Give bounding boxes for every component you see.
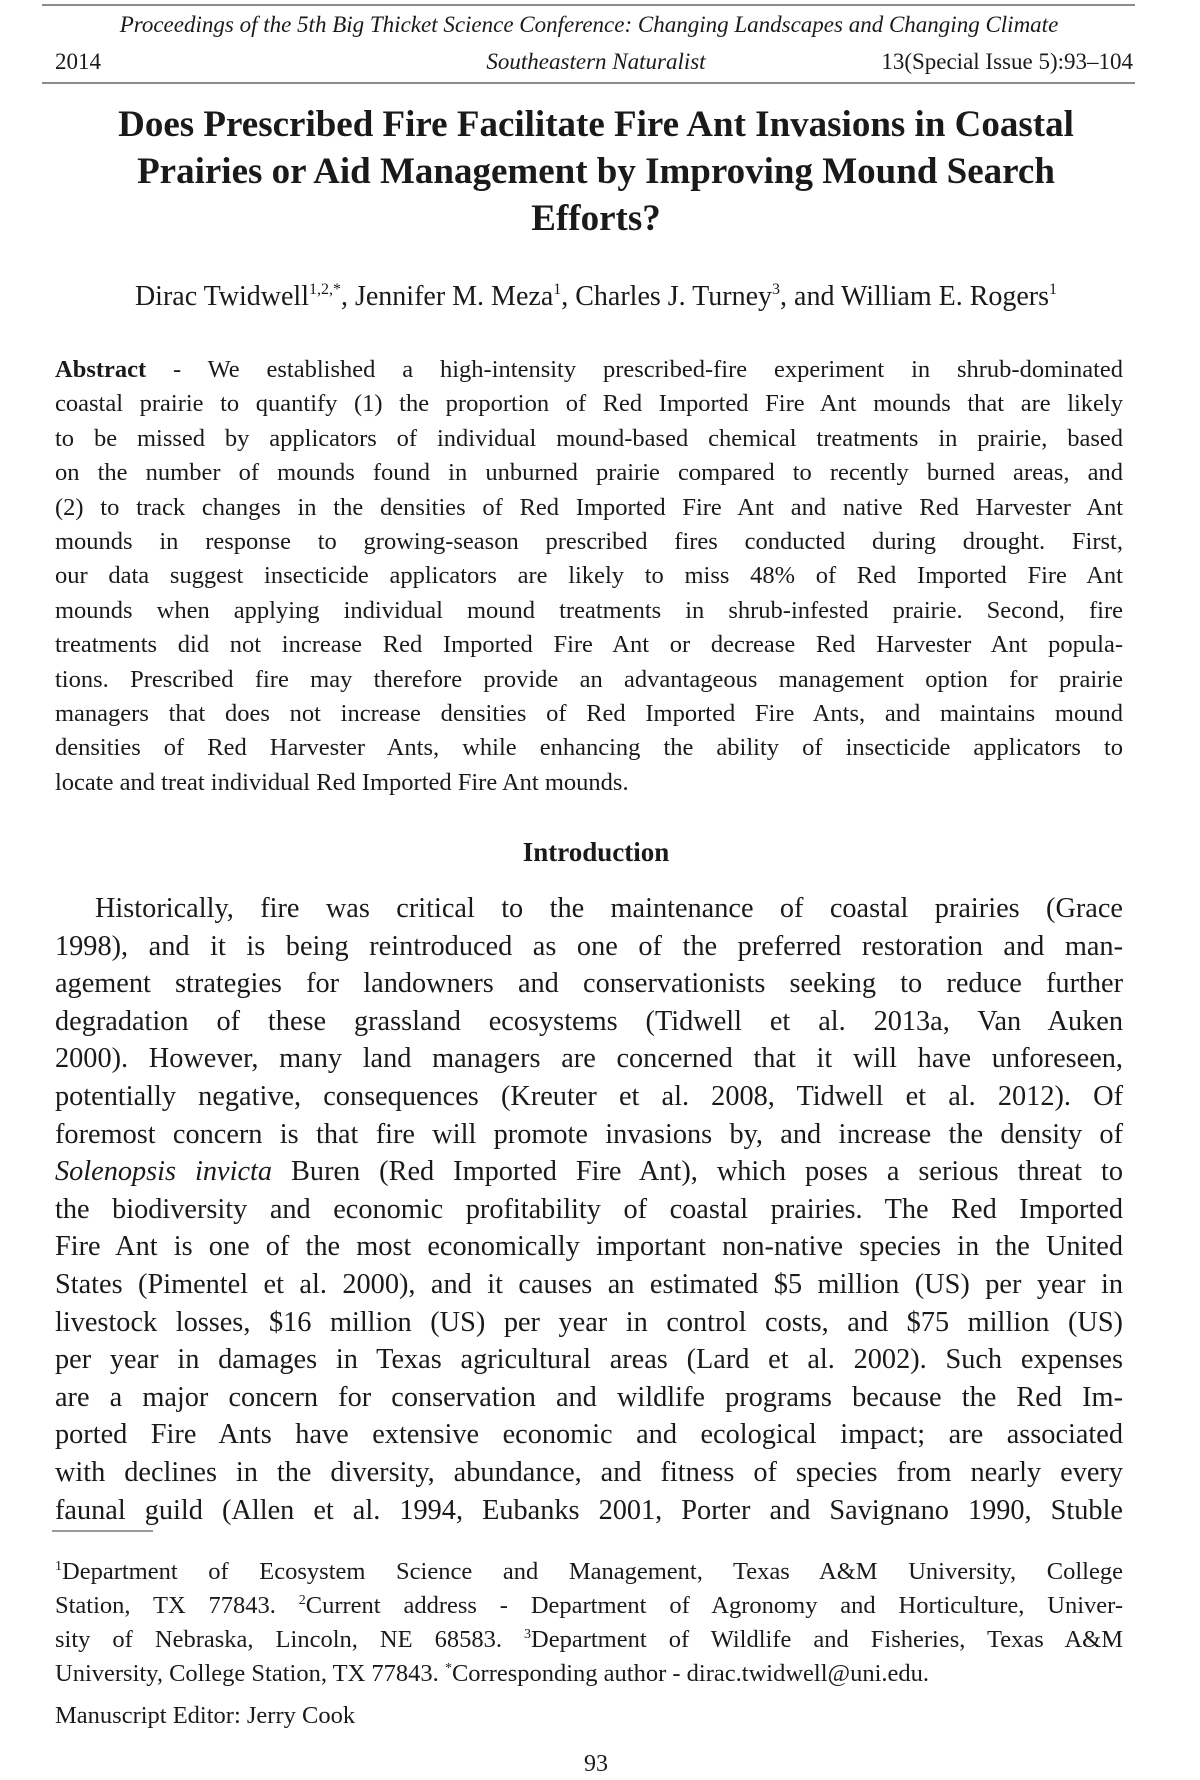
header-bottom-rule [42,82,1135,84]
paragraph-line: potentially negative, consequences (Kreuter et al. 2008, Tidwell et al. 2012). Of [55,1080,1123,1112]
page-number: 93 [584,1751,608,1777]
footnote-marker: * [444,1661,452,1676]
footnote-text: University, College Station, TX 77843. [55,1660,445,1687]
footnote-text: Department of Wildlife and Fisheries, Texas A&M [531,1626,1123,1653]
paragraph-line: agement strategies for landowners and conservationists seeking to reduce further [55,968,1123,1000]
footnote-text: sity of Nebraska, Lincoln, NE 68583. [55,1626,525,1653]
header-top-rule [42,4,1135,6]
footnote-marker: 3 [524,1627,532,1642]
abstract-line: managers that does not increase densities of Red Imported Fire Ants, and maintains mound [55,699,1123,727]
abstract-line: our data suggest insecticide applicators are likely to miss 48% of Red Imported Fire Ant [55,562,1123,590]
paragraph-line: per year in damages in Texas agricultural areas (Lard et al. 2002). Such expenses [55,1344,1123,1376]
title-line: Prairies or Aid Management by Improving Mound Search [137,151,1055,192]
article-title [0,101,1192,242]
abstract-text: We established a high-intensity prescribed-fire experiment in shrub-dominated [207,356,1124,383]
paragraph-line: livestock losses, $16 million (US) per year in control costs, and $75 million (US) [55,1306,1123,1338]
footnote-marker: 2 [298,1593,306,1608]
author-list [0,280,1192,314]
abstract-line: densities of Red Harvester Ants, while enhancing the ability of insecticide applicators to [55,734,1123,762]
journal-name: Southeastern Naturalist [486,49,706,74]
footnote-text: Current address - Department of Agronomy and Horticulture, Univer- [305,1592,1123,1619]
author-name: Dirac Twidwell [134,281,309,312]
title-line: Does Prescribed Fire Facilitate Fire Ant Invasions in Coastal [118,104,1074,145]
paragraph-line: faunal guild (Allen et al. 1994, Eubanks 2001, Porter and Savignano 1990, Stuble [55,1494,1123,1526]
abstract-line: mounds in response to growing-season prescribed fires conducted during drought. First, [55,527,1123,555]
abstract [55,353,1123,800]
paragraph-line [55,1153,1123,1191]
footnote-line [55,1623,1123,1657]
abstract-line [55,353,1123,387]
paragraph-line: Fire Ant is one of the most economically important non-native species in the United [55,1231,1123,1263]
publication-year: 2014 [55,49,101,74]
paragraph-line: are a major concern for conservation and wildlife programs because the Red Im- [55,1381,1123,1413]
abstract-line: (2) to track changes in the densities of Red Imported Fire Ant and native Red Harvester Ant [55,493,1123,521]
abstract-line: coastal prairie to quantify (1) the proportion of Red Imported Fire Ant mounds that are likely [55,390,1123,418]
paragraph-line: foremost concern is that fire will promote invasions by, and increase the density of [55,1118,1123,1150]
footnote-separator [52,1530,153,1532]
affiliation-marker: 1,2,* [308,281,341,298]
footnote-text: Department of Ecosystem Science and Management, Texas A&M University, College [62,1558,1123,1585]
paragraph-line: degradation of these grassland ecosystems (Tidwell et al. 2013a, Van Auken [55,1005,1123,1037]
author-separator: , [561,281,576,312]
footnote-line [55,1589,1123,1623]
affiliation-marker: 3 [772,281,781,298]
paragraph-line: States (Pimentel et al. 2000), and it causes an estimated $5 million (US) per year in [55,1268,1123,1300]
paragraph-line: 2000). However, many land managers are concerned that it will have unforeseen, [55,1043,1123,1075]
abstract-line: treatments did not increase Red Imported Fire Ant or decrease Red Harvester Ant popula- [55,631,1123,659]
author-separator: , and [780,281,841,312]
footnote-line [55,1657,1123,1691]
author-affiliations-footnote [55,1555,1123,1691]
affiliation-marker: 1 [553,281,562,298]
manuscript-editor: Manuscript Editor: Jerry Cook [55,1702,356,1729]
author-name: Charles J. Turney [575,281,773,312]
author-name: William E. Rogers [840,281,1050,312]
line-text: Buren (Red Imported Fire Ant), which poses a serious threat to [272,1156,1124,1188]
footnote-line [55,1555,1123,1589]
paragraph-line: the biodiversity and economic profitability of coastal prairies. The Red Imported [55,1193,1123,1225]
abstract-label: Abstract [55,356,147,383]
paragraph-line: Historically, fire was critical to the maintenance of coastal prairies (Grace [95,893,1123,924]
abstract-line: on the number of mounds found in unburned prairie compared to recently burned areas, and [55,459,1123,487]
footnote-text: Corresponding author - dirac.twidwell@uni.edu. [451,1660,930,1687]
abstract-line: locate and treat individual Red Imported Fire Ant mounds. [55,768,629,796]
section-heading-introduction: Introduction [522,837,670,867]
abstract-line: mounds when applying individual mound treatments in shrub-infested prairie. Second, fire [55,596,1123,624]
paragraph-line: with declines in the diversity, abundance, and fitness of species from nearly every [55,1456,1123,1488]
introduction-body [55,890,1123,1529]
title-line: Efforts? [531,198,661,239]
author-name: Jennifer M. Meza [354,281,554,312]
species-name: Solenopsis invicta [55,1156,273,1188]
abstract-line: tions. Prescribed fire may therefore provide an advantageous management option for prairie [55,665,1123,693]
author-separator: , [340,281,355,312]
paragraph-line: ported Fire Ants have extensive economic and ecological impact; are associated [55,1419,1123,1451]
abstract-label-separator: - [146,356,208,383]
paragraph-line: 1998), and it is being reintroduced as one of the preferred restoration and man- [55,930,1123,962]
affiliation-marker: 1 [1049,281,1058,298]
footnote-marker: 1 [55,1559,62,1574]
footnote-text: Station, TX 77843. [55,1592,299,1619]
abstract-line: to be missed by applicators of individual mound-based chemical treatments in prairie, based [55,424,1123,452]
issue-pages: 13(Special Issue 5):93–104 [881,49,1133,74]
proceedings-title: Proceedings of the 5th Big Thicket Science Conference: Changing Landscapes and Changing Climate [119,12,1059,37]
